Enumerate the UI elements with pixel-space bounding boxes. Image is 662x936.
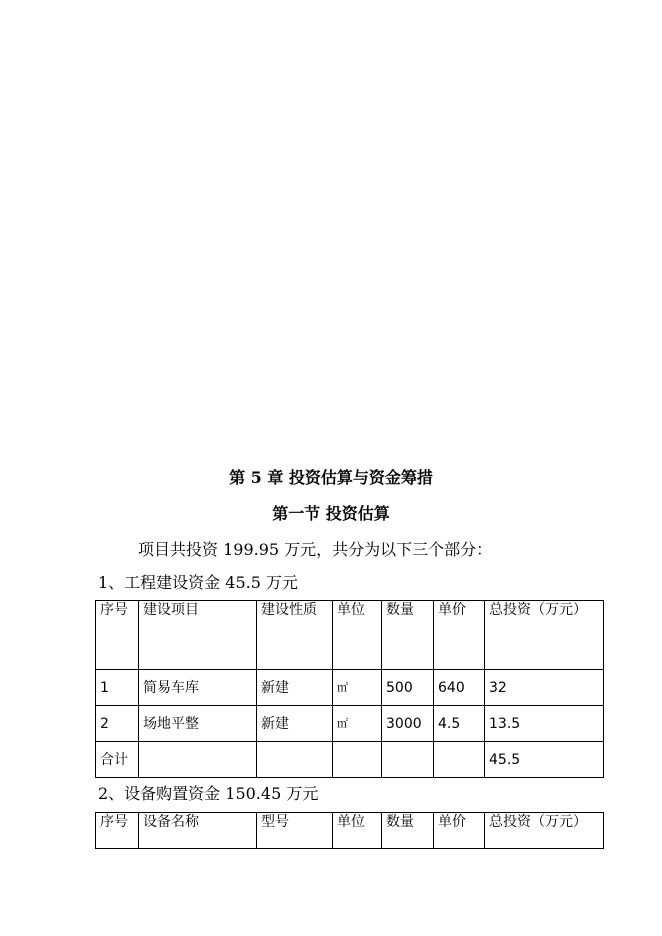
table-cell: 500 bbox=[382, 670, 434, 706]
table-cell bbox=[139, 742, 257, 778]
table-cell: ㎡ bbox=[333, 670, 382, 706]
table-cell bbox=[434, 742, 485, 778]
equipment-funds-heading: 2、设备购置资金 150.45 万元 bbox=[98, 784, 319, 803]
total-label: 合计 bbox=[96, 742, 139, 778]
header-cell: 单价 bbox=[434, 601, 485, 670]
table-cell: 场地平整 bbox=[139, 706, 257, 742]
section-title: 第一节 投资估算 bbox=[272, 504, 390, 523]
table-cell: 32 bbox=[485, 670, 604, 706]
header-cell: 总投资（万元） bbox=[485, 813, 604, 849]
table-cell: 新建 bbox=[257, 670, 333, 706]
intro-paragraph: 项目共投资 199.95 万元，共分为以下三个部分： bbox=[138, 540, 493, 559]
header-cell: 序号 bbox=[96, 813, 139, 849]
chapter-title: 第 5 章 投资估算与资金筹措 bbox=[229, 468, 433, 487]
table-cell: 13.5 bbox=[485, 706, 604, 742]
table-cell: 640 bbox=[434, 670, 485, 706]
table-row bbox=[96, 706, 604, 742]
total-value: 45.5 bbox=[485, 742, 604, 778]
header-cell: 单价 bbox=[434, 813, 485, 849]
header-cell: 数量 bbox=[382, 601, 434, 670]
header-cell: 数量 bbox=[382, 813, 434, 849]
table-cell: 2 bbox=[96, 706, 139, 742]
table-total-row bbox=[96, 742, 604, 778]
header-cell: 设备名称 bbox=[139, 813, 257, 849]
table-cell: ㎡ bbox=[333, 706, 382, 742]
header-cell: 序号 bbox=[96, 601, 139, 670]
table-cell: 1 bbox=[96, 670, 139, 706]
table-cell: 新建 bbox=[257, 706, 333, 742]
header-cell: 单位 bbox=[333, 601, 382, 670]
equipment-funds-table bbox=[95, 812, 604, 849]
table-cell bbox=[333, 742, 382, 778]
table-cell: 4.5 bbox=[434, 706, 485, 742]
table-row bbox=[96, 670, 604, 706]
header-cell: 型号 bbox=[257, 813, 333, 849]
table-header-row bbox=[96, 601, 604, 670]
header-cell: 建设项目 bbox=[139, 601, 257, 670]
table-cell: 3000 bbox=[382, 706, 434, 742]
header-cell: 建设性质 bbox=[257, 601, 333, 670]
table-cell bbox=[257, 742, 333, 778]
table-cell: 简易车库 bbox=[139, 670, 257, 706]
construction-funds-table bbox=[95, 600, 604, 778]
header-cell: 总投资（万元） bbox=[485, 601, 604, 670]
header-cell: 单位 bbox=[333, 813, 382, 849]
table-cell bbox=[382, 742, 434, 778]
table-header-row bbox=[96, 813, 604, 849]
construction-funds-heading: 1、工程建设资金 45.5 万元 bbox=[98, 573, 298, 592]
